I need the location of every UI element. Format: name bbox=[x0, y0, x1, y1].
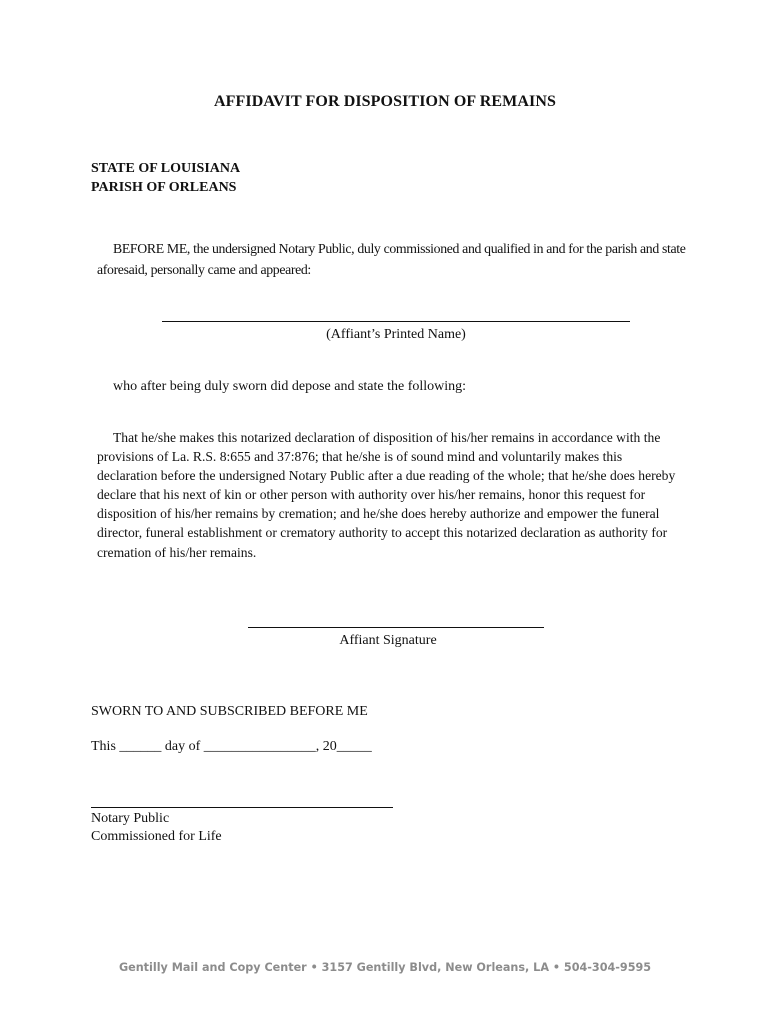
sworn-heading: SWORN TO AND SUBSCRIBED BEFORE ME bbox=[91, 704, 368, 719]
notary-signature-blank[interactable] bbox=[91, 807, 393, 808]
document-title: AFFIDAVIT FOR DISPOSITION OF REMAINS bbox=[213, 93, 557, 110]
state-line: STATE OF LOUISIANA bbox=[91, 161, 241, 176]
notary-title: Notary Public bbox=[91, 811, 170, 826]
before-me-paragraph: BEFORE ME, the undersigned Notary Public, duly commissioned and qualified in and for the parish and state aforesaid, personally came and appeared: bbox=[97, 241, 686, 277]
declaration-paragraph: That he/she makes this notarized declaration of disposition of his/her remains in accordance with the provisions of La. R.S. 8:655 and 37:876; that he/she is of sound mind and voluntarily makes this declaration before the undersigned Notary Public after a due reading of the whole; that he/she does hereby declare that his next of kin or other person with authority over his/her remains, honor this request for disposition of his/her remains by cremation; and he/she does hereby authorize and empower the funeral director, funeral establishment or crematory authority to accept this notarized declaration as authority for cremation of his/her remains. bbox=[97, 430, 676, 560]
venue-block bbox=[91, 159, 240, 197]
affiant-signature-blank[interactable] bbox=[248, 627, 544, 628]
depose-paragraph: who after being duly sworn did depose and state the following: bbox=[113, 379, 467, 394]
footer-contact: Gentilly Mail and Copy Center • 3157 Gentilly Blvd, New Orleans, LA • 504-304-9595 bbox=[118, 961, 652, 974]
parish-line: PARISH OF ORLEANS bbox=[91, 180, 237, 195]
date-line[interactable]: This ______ day of ________________, 20_____ bbox=[91, 739, 372, 754]
notary-block bbox=[91, 810, 222, 846]
affiant-signature-caption: Affiant Signature bbox=[339, 633, 437, 648]
notary-commission: Commissioned for Life bbox=[91, 829, 222, 844]
affiant-name-caption: (Affiant’s Printed Name) bbox=[326, 327, 466, 342]
affiant-name-blank[interactable] bbox=[162, 321, 630, 322]
